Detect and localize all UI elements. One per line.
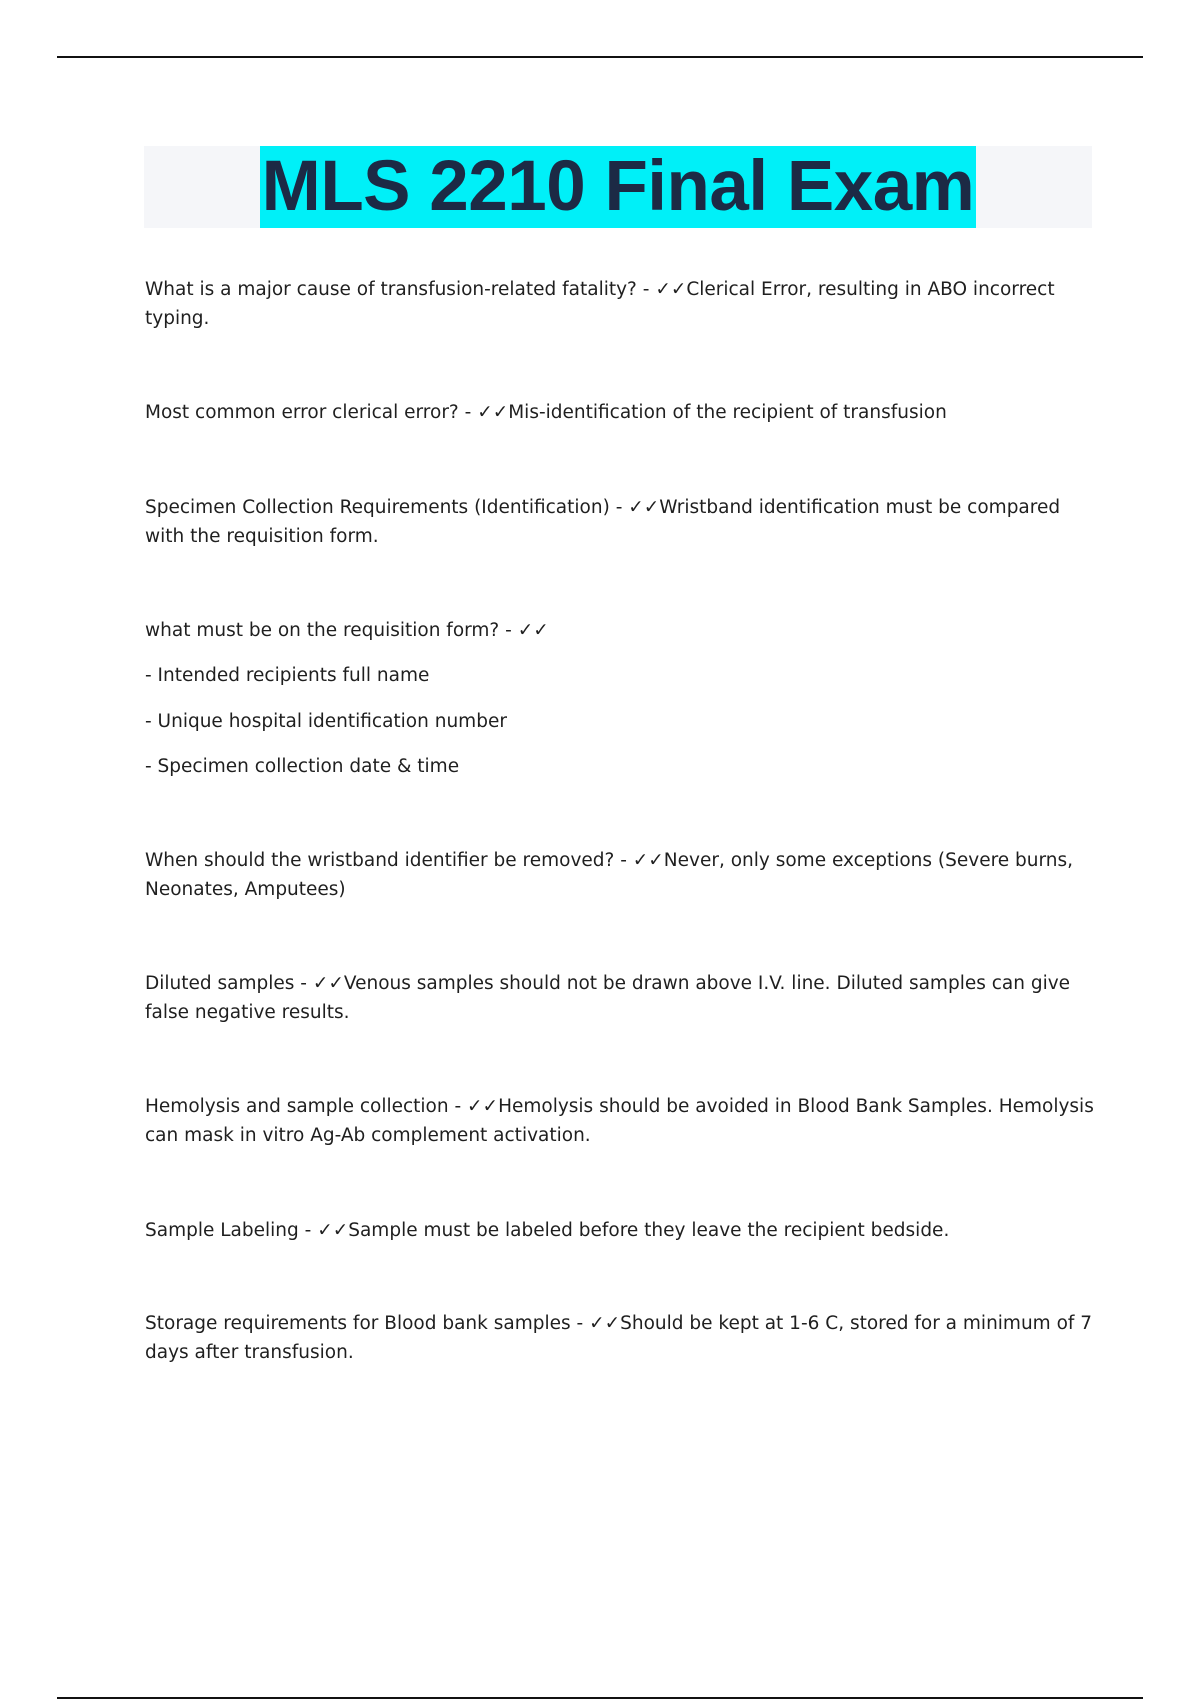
separator: - bbox=[614, 850, 633, 871]
answer-text: Sample must be labeled before they leave the recipient bedside. bbox=[348, 1220, 950, 1241]
question-text: When should the wristband identifier be removed? bbox=[145, 850, 615, 871]
check-mark-icon: ✓✓ bbox=[477, 402, 509, 423]
qa-item-1 bbox=[145, 275, 1095, 333]
separator: - bbox=[298, 1220, 318, 1241]
question-text: Specimen Collection Requirements (Identification) bbox=[145, 497, 610, 518]
qa-item-6 bbox=[145, 969, 1095, 1027]
answer-text: Never, only some exceptions (Severe burns, Neonates, Amputees) bbox=[145, 850, 1074, 900]
question-text: what must be on the requisition form? bbox=[145, 620, 500, 641]
page-title: MLS 2210 Final Exam bbox=[261, 147, 975, 226]
question-text: Sample Labeling bbox=[145, 1220, 299, 1241]
title-banner bbox=[144, 146, 1092, 228]
bottom-rule bbox=[57, 1697, 1143, 1699]
qa-item-5 bbox=[145, 846, 1095, 904]
check-mark-icon: ✓✓ bbox=[317, 1220, 349, 1241]
separator: - bbox=[294, 973, 313, 994]
check-mark-icon: ✓✓ bbox=[589, 1313, 621, 1334]
check-mark-icon: ✓✓ bbox=[628, 497, 660, 518]
question-text: Storage requirements for Blood bank samples bbox=[145, 1313, 571, 1334]
separator: - bbox=[570, 1313, 590, 1334]
qa-item-8 bbox=[145, 1216, 1095, 1245]
check-mark-icon: ✓✓ bbox=[312, 973, 344, 994]
question-text: Most common error clerical error? bbox=[145, 402, 459, 423]
separator: - bbox=[636, 279, 656, 300]
question-text: Hemolysis and sample collection bbox=[145, 1096, 449, 1117]
check-mark-icon: ✓✓ bbox=[655, 279, 687, 300]
separator: - bbox=[609, 497, 629, 518]
answer-text: Wristband identification must be compared with the requisition form. bbox=[145, 497, 1061, 547]
qa-item-2 bbox=[145, 398, 1095, 427]
list-item: - Unique hospital identification number bbox=[145, 711, 507, 732]
question-text: Diluted samples bbox=[145, 973, 295, 994]
check-mark-icon: ✓✓ bbox=[467, 1096, 499, 1117]
top-rule bbox=[57, 56, 1143, 58]
qa-item-3 bbox=[145, 493, 1095, 551]
qa-item-7 bbox=[145, 1092, 1095, 1150]
qa-item-9 bbox=[145, 1309, 1095, 1367]
check-mark-icon: ✓✓ bbox=[632, 850, 664, 871]
answer-text: Venous samples should not be drawn above I.V. line. Diluted samples can give false negative results. bbox=[145, 973, 1071, 1023]
qa-item-4 bbox=[145, 616, 1095, 645]
answer-text: Clerical Error, resulting in ABO incorrect typing. bbox=[145, 279, 1055, 329]
separator: - bbox=[448, 1096, 468, 1117]
answer-text: Mis-identification of the recipient of transfusion bbox=[508, 402, 947, 423]
question-text: What is a major cause of transfusion-related fatality? bbox=[145, 279, 637, 300]
separator: - bbox=[458, 402, 478, 423]
check-mark-icon: ✓✓ bbox=[517, 620, 549, 641]
answer-text: Hemolysis should be avoided in Blood Bank Samples. Hemolysis can mask in vitro Ag-Ab complement activation. bbox=[145, 1096, 1094, 1146]
list-item: - Intended recipients full name bbox=[145, 665, 430, 686]
list-item: - Specimen collection date & time bbox=[145, 756, 460, 777]
separator: - bbox=[499, 620, 518, 641]
answer-text: Should be kept at 1-6 C, stored for a minimum of 7 days after transfusion. bbox=[145, 1313, 1093, 1363]
